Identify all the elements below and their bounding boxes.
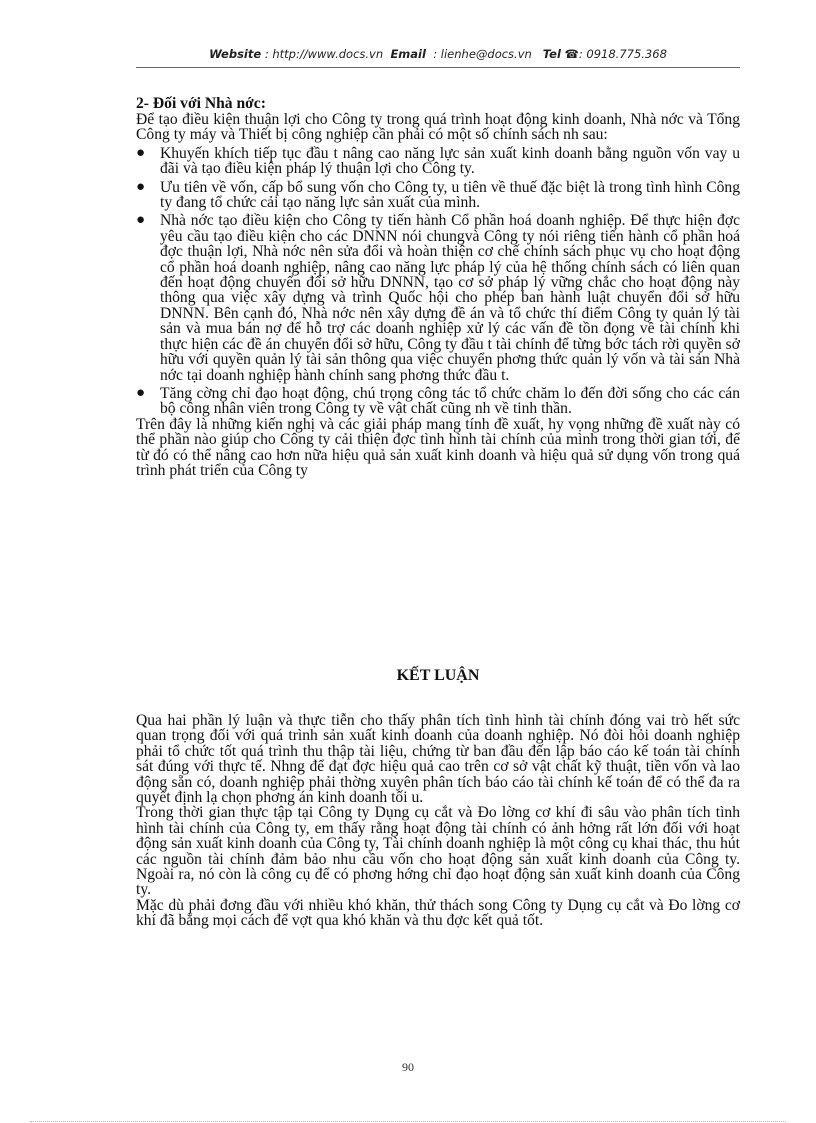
conclusion-paragraph: Qua hai phần lý luận và thực tiễn cho thấy phân tích tình hình tài chính đóng vai trò hết sức quan trọng đối với quá trình sản xuất kinh doanh của doanh nghiệp. Nó đòi hỏi doanh nghiệp phải tổ chức tốt quá trình thu thập tài liệu, chứng từ ban đầu đến lập báo cáo kế toán tài chính sát đúng với thực tế. Nhng để đạt đợc hiệu quả cao trên cơ sở vật chất kỹ thuật, tiền vốn và lao động sẵn có, doanh nghiệp phải thờng xuyên phân tích báo cáo tài chính kế toán để có thể đa ra quyết định lạ chọn phơng án kinh doanh tối u. — [136, 712, 740, 807]
section-heading: 2- Đối với Nhà nớc: — [136, 95, 266, 112]
section-closing: Trên đây là những kiến nghị và các giải pháp mang tính đề xuất, hy vọng những đề xuất này có thể phần nào giúp cho Công ty cải thiện đợc tình hình tài chính của mình trong thời gian tới, để từ đó có thể nâng cao hơn nữa hiệu quả sản xuất kinh doanh và hiệu quả sử dụng vốn trong quá trình phát triển của Công ty — [136, 415, 740, 479]
list-item-text: Khuyến khích tiếp tục đầu t nâng cao năng lực sản xuất kinh doanh bằng nguồn vốn vay u đãi và tạo điều kiện pháp lý thuận lợi cho Công ty. — [160, 144, 740, 178]
website-label: Website — [209, 47, 262, 61]
page-number: 90 — [402, 1060, 414, 1074]
header-divider — [136, 67, 740, 68]
recommendations-section — [136, 96, 740, 478]
conclusion-paragraph: Trong thời gian thực tập tại Công ty Dụng cụ cắt và Đo lờng cơ khí đi sâu vào phân tích tình hình tài chính của Công ty, em thấy rằng hoạt động tài chính có ảnh hởng rất lớn đối với hoạt động sản xuất kinh doanh của Công ty, Tài chính doanh nghiệp là một công cụ khai thác, thu hút các nguồn tài chính đảm bảo nhu cầu vốn cho hoạt động sản xuất kinh doanh của Công ty. Ngoài ra, nó còn là công cụ để có phơng hớng chỉ đạo hoạt động sản xuất kinh doanh của Công ty. — [136, 804, 740, 899]
email-label: Email — [390, 47, 426, 61]
conclusion-title: KẾT LUẬN — [396, 667, 480, 684]
footer-divider — [30, 1121, 786, 1122]
conclusion-paragraph: Mặc dù phải đơng đầu với nhiều khó khăn, thử thách song Công ty Dụng cụ cắt và Đo lờng cơ khí đã bằng mọi cách để vợt qua khó khăn và thu đợc kết quả tốt. — [136, 896, 740, 930]
tel-label: Tel — [542, 47, 561, 61]
list-item — [136, 180, 740, 211]
bullet-icon: ● — [136, 178, 146, 195]
list-item-text: Ưu tiên về vốn, cấp bổ sung vốn cho Công ty, u tiên về thuế đặc biệt là trong tình hình Công ty đang tổ chức cải tạo năng lực sản xuất của mình. — [160, 178, 740, 212]
tel-value: : 0918.775.368 — [578, 47, 667, 61]
section-intro: Để tạo điều kiện thuận lợi cho Công ty trong quá trình hoạt động kinh doanh, Nhà nớc và Tổng Công ty máy và Thiết bị công nghiệp cần phải có một số chính sách nh sau: — [136, 111, 740, 144]
bullet-icon: ● — [136, 212, 146, 229]
bullet-icon: ● — [136, 384, 146, 401]
conclusion-section — [136, 713, 740, 929]
list-item — [136, 213, 740, 382]
phone-icon: ☎ — [564, 47, 579, 61]
bullet-icon: ● — [136, 144, 146, 161]
website-value: : http://www.docs.vn — [264, 47, 384, 61]
list-item — [136, 146, 740, 177]
email-value: : lienhe@docs.vn — [433, 47, 532, 61]
list-item — [136, 386, 740, 417]
page-header — [136, 47, 740, 61]
list-item-text: Nhà nớc tạo điều kiện cho Công ty tiến hành Cổ phần hoá doanh nghiệp. Để thực hiện đợc yêu cầu tạo điều kiện cho các DNNN nói chungvà Công ty nói riêng tiến hành cổ phần hoá đợc thuận lợi, Nhà nớc nên sửa đổi và hoàn thiện cơ chế chính sách phục vụ cho hoạt động cổ phần hoá doanh nghiệp, nâng cao năng lực pháp lý của hệ thống chính sách có liên quan đến hoạt động chuyển đổi sở hữu DNNN, tạo cơ sở pháp lý vững chắc cho hoạt động này thông qua việc xây dựng và trình Quốc hội cho phép ban hành luật chuyển đổi sở hữu DNNN. Bên cạnh đó, Nhà nớc nên xây dựng đề án và tổ chức thí điểm Công ty quản lý tài sản và mua bán nợ để hỗ trợ các doanh nghiệp xử lý các vấn đề tồn đọng về tài chính khi thực hiện các đề án chuyển đổi sở hữu, Công ty đầu t tài chính để từng bớc tách rời quyền sở hữu với quyền quản lý tài sản thông qua việc chuyển phơng thức quản lý vốn và tài sản Nhà nớc tại doanh nghiệp hành chính sang phơng thức đầu t. — [160, 212, 740, 384]
list-item-text: Tăng cờng chỉ đạo hoạt động, chú trọng công tác tổ chức chăm lo đến đời sống cho các cán bộ công nhân viên trong Công ty về vật chất cũng nh về tinh thần. — [160, 384, 740, 418]
